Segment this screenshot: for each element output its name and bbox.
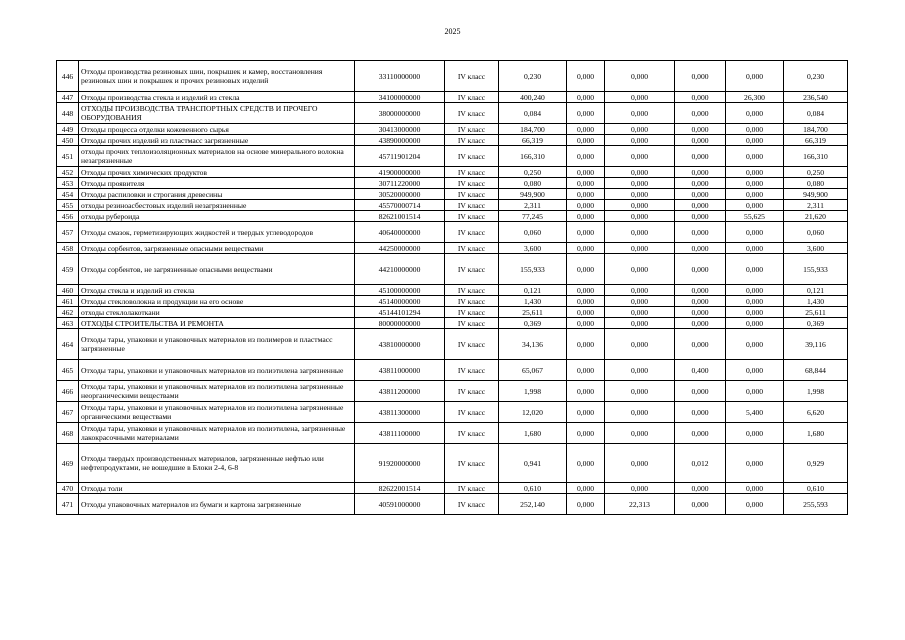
fkko-code-cell: 82622001514 (355, 483, 445, 494)
value-cell-1: 34,136 (499, 329, 567, 360)
page-number: 2025 (444, 27, 461, 36)
table-row (57, 222, 848, 243)
fkko-code-cell: 45144101294 (355, 307, 445, 318)
value-cell-4: 0,000 (675, 494, 726, 515)
value-cell-6: 0,080 (784, 178, 848, 189)
value-cell-2: 0,000 (567, 494, 605, 515)
value-cell-2: 0,000 (567, 146, 605, 167)
table-row (57, 329, 848, 360)
table-row (57, 200, 848, 211)
value-cell-2: 0,000 (567, 285, 605, 296)
value-cell-6: 0,230 (784, 61, 848, 92)
value-cell-2: 0,000 (567, 402, 605, 423)
hazard-class-cell: IV класс (445, 178, 499, 189)
table-row (57, 381, 848, 402)
value-cell-1: 3,600 (499, 243, 567, 254)
waste-name-cell: Отходы производства стекла и изделий из стекла (79, 92, 355, 103)
value-cell-2: 0,000 (567, 254, 605, 285)
value-cell-1: 0,610 (499, 483, 567, 494)
value-cell-5: 55,625 (726, 211, 784, 222)
row-number-cell: 457 (57, 222, 79, 243)
value-cell-6: 184,700 (784, 124, 848, 135)
row-number-cell: 469 (57, 444, 79, 483)
value-cell-6: 1,430 (784, 296, 848, 307)
value-cell-1: 0,941 (499, 444, 567, 483)
value-cell-4: 0,000 (675, 254, 726, 285)
fkko-code-cell: 43811100000 (355, 423, 445, 444)
fkko-code-cell: 44210000000 (355, 254, 445, 285)
value-cell-5: 0,000 (726, 124, 784, 135)
waste-name-cell: Отходы толи (79, 483, 355, 494)
value-cell-3: 0,000 (605, 444, 675, 483)
value-cell-4: 0,000 (675, 200, 726, 211)
value-cell-4: 0,012 (675, 444, 726, 483)
row-number-cell: 455 (57, 200, 79, 211)
value-cell-6: 0,084 (784, 103, 848, 124)
value-cell-2: 0,000 (567, 222, 605, 243)
value-cell-4: 0,000 (675, 178, 726, 189)
value-cell-6: 0,929 (784, 444, 848, 483)
value-cell-3: 0,000 (605, 135, 675, 146)
fkko-code-cell: 45140000000 (355, 296, 445, 307)
fkko-code-cell: 41900000000 (355, 167, 445, 178)
value-cell-2: 0,000 (567, 61, 605, 92)
row-number-cell: 467 (57, 402, 79, 423)
value-cell-1: 0,080 (499, 178, 567, 189)
row-number-cell: 462 (57, 307, 79, 318)
hazard-class-cell: IV класс (445, 189, 499, 200)
table-row (57, 211, 848, 222)
table-row (57, 360, 848, 381)
hazard-class-cell: IV класс (445, 146, 499, 167)
fkko-code-cell: 43811200000 (355, 381, 445, 402)
hazard-class-cell: IV класс (445, 285, 499, 296)
value-cell-1: 0,369 (499, 318, 567, 329)
value-cell-3: 0,000 (605, 200, 675, 211)
table-row (57, 296, 848, 307)
value-cell-4: 0,000 (675, 146, 726, 167)
value-cell-6: 155,933 (784, 254, 848, 285)
value-cell-1: 184,700 (499, 124, 567, 135)
hazard-class-cell: IV класс (445, 254, 499, 285)
value-cell-3: 0,000 (605, 254, 675, 285)
waste-name-cell: Отходы прочих изделий из пластмасс загрязненные (79, 135, 355, 146)
waste-name-cell: Отходы сорбентов, не загрязненные опасными веществами (79, 254, 355, 285)
value-cell-1: 65,067 (499, 360, 567, 381)
value-cell-5: 0,000 (726, 135, 784, 146)
row-number-cell: 456 (57, 211, 79, 222)
value-cell-5: 0,000 (726, 61, 784, 92)
value-cell-3: 0,000 (605, 483, 675, 494)
fkko-code-cell: 30520000000 (355, 189, 445, 200)
value-cell-6: 21,620 (784, 211, 848, 222)
value-cell-4: 0,000 (675, 329, 726, 360)
value-cell-6: 66,319 (784, 135, 848, 146)
table-row (57, 402, 848, 423)
row-number-cell: 470 (57, 483, 79, 494)
table-row (57, 483, 848, 494)
value-cell-5: 0,000 (726, 444, 784, 483)
value-cell-2: 0,000 (567, 211, 605, 222)
value-cell-1: 77,245 (499, 211, 567, 222)
value-cell-2: 0,000 (567, 103, 605, 124)
hazard-class-cell: IV класс (445, 124, 499, 135)
value-cell-2: 0,000 (567, 243, 605, 254)
table-row (57, 103, 848, 124)
value-cell-3: 0,000 (605, 243, 675, 254)
value-cell-3: 0,000 (605, 124, 675, 135)
value-cell-4: 0,000 (675, 318, 726, 329)
waste-name-cell: Отходы тары, упаковки и упаковочных материалов из полиэтилена, загрязненные лакокрасочными материалами (79, 423, 355, 444)
hazard-class-cell: IV класс (445, 318, 499, 329)
value-cell-3: 0,000 (605, 178, 675, 189)
fkko-code-cell: 34100000000 (355, 92, 445, 103)
value-cell-5: 0,000 (726, 329, 784, 360)
value-cell-1: 0,084 (499, 103, 567, 124)
value-cell-3: 0,000 (605, 146, 675, 167)
value-cell-2: 0,000 (567, 444, 605, 483)
hazard-class-cell: IV класс (445, 222, 499, 243)
value-cell-3: 0,000 (605, 307, 675, 318)
hazard-class-cell: IV класс (445, 360, 499, 381)
hazard-class-cell: IV класс (445, 92, 499, 103)
fkko-code-cell: 80000000000 (355, 318, 445, 329)
value-cell-5: 0,000 (726, 285, 784, 296)
value-cell-6: 0,369 (784, 318, 848, 329)
fkko-code-cell: 43810000000 (355, 329, 445, 360)
value-cell-1: 1,998 (499, 381, 567, 402)
waste-name-cell: отходы стеклолакоткани (79, 307, 355, 318)
value-cell-1: 0,121 (499, 285, 567, 296)
value-cell-4: 0,000 (675, 211, 726, 222)
value-cell-1: 1,430 (499, 296, 567, 307)
value-cell-6: 0,610 (784, 483, 848, 494)
value-cell-6: 0,060 (784, 222, 848, 243)
value-cell-3: 0,000 (605, 318, 675, 329)
value-cell-6: 1,998 (784, 381, 848, 402)
table-row (57, 189, 848, 200)
value-cell-5: 0,000 (726, 254, 784, 285)
table-row (57, 92, 848, 103)
hazard-class-cell: IV класс (445, 494, 499, 515)
waste-name-cell: Отходы стекла и изделий из стекла (79, 285, 355, 296)
waste-name-cell: Отходы тары, упаковки и упаковочных материалов из полиэтилена загрязненные неорганическими веществами (79, 381, 355, 402)
value-cell-4: 0,000 (675, 243, 726, 254)
value-cell-5: 0,000 (726, 494, 784, 515)
value-cell-4: 0,000 (675, 296, 726, 307)
value-cell-6: 949,900 (784, 189, 848, 200)
value-cell-4: 0,000 (675, 167, 726, 178)
value-cell-3: 0,000 (605, 103, 675, 124)
value-cell-3: 0,000 (605, 285, 675, 296)
value-cell-5: 0,000 (726, 200, 784, 211)
value-cell-2: 0,000 (567, 135, 605, 146)
row-number-cell: 461 (57, 296, 79, 307)
waste-name-cell: Отходы упаковочных материалов из бумаги и картона загрязненные (79, 494, 355, 515)
waste-name-cell: Отходы твердых производственных материалов, загрязненные нефтью или нефтепродуктами, не вошедшие в Блоки 2-4, 6-8 (79, 444, 355, 483)
table-row (57, 167, 848, 178)
table-row (57, 285, 848, 296)
hazard-class-cell: IV класс (445, 103, 499, 124)
value-cell-3: 0,000 (605, 402, 675, 423)
row-number-cell: 448 (57, 103, 79, 124)
hazard-class-cell: IV класс (445, 402, 499, 423)
value-cell-4: 0,000 (675, 61, 726, 92)
value-cell-3: 0,000 (605, 296, 675, 307)
value-cell-5: 0,000 (726, 178, 784, 189)
row-number-cell: 471 (57, 494, 79, 515)
value-cell-5: 0,000 (726, 243, 784, 254)
value-cell-2: 0,000 (567, 200, 605, 211)
row-number-cell: 451 (57, 146, 79, 167)
value-cell-2: 0,000 (567, 124, 605, 135)
value-cell-2: 0,000 (567, 483, 605, 494)
hazard-class-cell: IV класс (445, 329, 499, 360)
hazard-class-cell: IV класс (445, 381, 499, 402)
fkko-code-cell: 45570000714 (355, 200, 445, 211)
value-cell-3: 0,000 (605, 211, 675, 222)
table-row (57, 254, 848, 285)
value-cell-6: 39,116 (784, 329, 848, 360)
waste-name-cell: Отходы тары, упаковки и упаковочных материалов из полиэтилена загрязненные органическими веществами (79, 402, 355, 423)
hazard-class-cell: IV класс (445, 61, 499, 92)
value-cell-2: 0,000 (567, 423, 605, 444)
row-number-cell: 450 (57, 135, 79, 146)
waste-name-cell: Отходы прочих химических продуктов (79, 167, 355, 178)
value-cell-5: 0,000 (726, 360, 784, 381)
row-number-cell: 465 (57, 360, 79, 381)
table-row (57, 318, 848, 329)
value-cell-3: 0,000 (605, 92, 675, 103)
hazard-class-cell: IV класс (445, 296, 499, 307)
value-cell-6: 0,121 (784, 285, 848, 296)
value-cell-6: 6,620 (784, 402, 848, 423)
value-cell-4: 0,400 (675, 360, 726, 381)
fkko-code-cell: 91920000000 (355, 444, 445, 483)
value-cell-5: 0,000 (726, 296, 784, 307)
fkko-code-cell: 43811300000 (355, 402, 445, 423)
waste-name-cell: Отходы тары, упаковки и упаковочных материалов из полиэтилена загрязненные (79, 360, 355, 381)
row-number-cell: 459 (57, 254, 79, 285)
value-cell-2: 0,000 (567, 189, 605, 200)
value-cell-6: 1,680 (784, 423, 848, 444)
fkko-code-cell: 43890000000 (355, 135, 445, 146)
value-cell-2: 0,000 (567, 381, 605, 402)
row-number-cell: 463 (57, 318, 79, 329)
value-cell-1: 66,319 (499, 135, 567, 146)
value-cell-1: 0,250 (499, 167, 567, 178)
value-cell-5: 0,000 (726, 146, 784, 167)
row-number-cell: 449 (57, 124, 79, 135)
table-row (57, 135, 848, 146)
waste-name-cell: Отходы стекловолокна и продукции на его основе (79, 296, 355, 307)
value-cell-2: 0,000 (567, 178, 605, 189)
value-cell-1: 1,680 (499, 423, 567, 444)
value-cell-6: 166,310 (784, 146, 848, 167)
fkko-code-cell: 45711901204 (355, 146, 445, 167)
waste-name-cell: отходы рубероида (79, 211, 355, 222)
waste-name-cell: Отходы распиловки и строгания древесины (79, 189, 355, 200)
value-cell-5: 0,000 (726, 167, 784, 178)
value-cell-1: 949,900 (499, 189, 567, 200)
value-cell-5: 0,000 (726, 222, 784, 243)
value-cell-1: 252,140 (499, 494, 567, 515)
hazard-class-cell: IV класс (445, 200, 499, 211)
waste-name-cell: Отходы смазок, герметизирующих жидкостей и твердых углеводородов (79, 222, 355, 243)
value-cell-5: 0,000 (726, 307, 784, 318)
hazard-class-cell: IV класс (445, 307, 499, 318)
value-cell-1: 2,311 (499, 200, 567, 211)
waste-name-cell: ОТХОДЫ СТРОИТЕЛЬСТВА И РЕМОНТА (79, 318, 355, 329)
value-cell-2: 0,000 (567, 307, 605, 318)
fkko-code-cell: 43811000000 (355, 360, 445, 381)
row-number-cell: 454 (57, 189, 79, 200)
waste-name-cell: Отходы процесса отделки кожевенного сырья (79, 124, 355, 135)
value-cell-1: 12,020 (499, 402, 567, 423)
value-cell-2: 0,000 (567, 92, 605, 103)
row-number-cell: 464 (57, 329, 79, 360)
waste-table (56, 60, 848, 515)
fkko-code-cell: 30711220000 (355, 178, 445, 189)
value-cell-3: 0,000 (605, 167, 675, 178)
value-cell-5: 0,000 (726, 318, 784, 329)
value-cell-4: 0,000 (675, 92, 726, 103)
hazard-class-cell: IV класс (445, 423, 499, 444)
row-number-cell: 460 (57, 285, 79, 296)
waste-name-cell: отходы прочих теплоизоляционных материалов на основе минерального волокна незагрязненные (79, 146, 355, 167)
row-number-cell: 453 (57, 178, 79, 189)
row-number-cell: 468 (57, 423, 79, 444)
hazard-class-cell: IV класс (445, 483, 499, 494)
value-cell-3: 0,000 (605, 423, 675, 444)
fkko-code-cell: 40591000000 (355, 494, 445, 515)
value-cell-2: 0,000 (567, 167, 605, 178)
table-row (57, 444, 848, 483)
fkko-code-cell: 44250000000 (355, 243, 445, 254)
value-cell-3: 0,000 (605, 189, 675, 200)
value-cell-4: 0,000 (675, 381, 726, 402)
value-cell-1: 0,060 (499, 222, 567, 243)
value-cell-6: 25,611 (784, 307, 848, 318)
value-cell-2: 0,000 (567, 318, 605, 329)
fkko-code-cell: 33110000000 (355, 61, 445, 92)
value-cell-5: 5,400 (726, 402, 784, 423)
fkko-code-cell: 45100000000 (355, 285, 445, 296)
table-row (57, 146, 848, 167)
fkko-code-cell: 82621001514 (355, 211, 445, 222)
value-cell-3: 0,000 (605, 222, 675, 243)
value-cell-4: 0,000 (675, 423, 726, 444)
value-cell-6: 255,593 (784, 494, 848, 515)
value-cell-4: 0,000 (675, 189, 726, 200)
value-cell-2: 0,000 (567, 296, 605, 307)
value-cell-3: 0,000 (605, 329, 675, 360)
waste-name-cell: отходы резиноасбестовых изделий незагрязненные (79, 200, 355, 211)
value-cell-4: 0,000 (675, 307, 726, 318)
row-number-cell: 458 (57, 243, 79, 254)
value-cell-4: 0,000 (675, 135, 726, 146)
value-cell-6: 0,250 (784, 167, 848, 178)
table-row (57, 178, 848, 189)
value-cell-6: 3,600 (784, 243, 848, 254)
hazard-class-cell: IV класс (445, 444, 499, 483)
value-cell-4: 0,000 (675, 402, 726, 423)
table-row (57, 124, 848, 135)
waste-name-cell: Отходы проявителя (79, 178, 355, 189)
fkko-code-cell: 40640000000 (355, 222, 445, 243)
value-cell-4: 0,000 (675, 483, 726, 494)
value-cell-4: 0,000 (675, 103, 726, 124)
table-row (57, 61, 848, 92)
value-cell-3: 0,000 (605, 381, 675, 402)
value-cell-6: 236,540 (784, 92, 848, 103)
hazard-class-cell: IV класс (445, 135, 499, 146)
value-cell-5: 0,000 (726, 483, 784, 494)
table-body (57, 61, 848, 515)
waste-name-cell: Отходы производства резиновых шин, покрышек и камер, восстановления резиновых шин и покрышек и прочих резиновых изделий (79, 61, 355, 92)
table-row (57, 307, 848, 318)
value-cell-4: 0,000 (675, 285, 726, 296)
fkko-code-cell: 30413000000 (355, 124, 445, 135)
value-cell-1: 166,310 (499, 146, 567, 167)
value-cell-2: 0,000 (567, 360, 605, 381)
value-cell-1: 0,230 (499, 61, 567, 92)
hazard-class-cell: IV класс (445, 243, 499, 254)
value-cell-5: 0,000 (726, 189, 784, 200)
value-cell-2: 0,000 (567, 329, 605, 360)
waste-name-cell: Отходы сорбентов, загрязненные опасными веществами (79, 243, 355, 254)
hazard-class-cell: IV класс (445, 211, 499, 222)
value-cell-5: 0,000 (726, 381, 784, 402)
value-cell-4: 0,000 (675, 124, 726, 135)
row-number-cell: 452 (57, 167, 79, 178)
value-cell-5: 0,000 (726, 103, 784, 124)
value-cell-3: 0,000 (605, 61, 675, 92)
value-cell-3: 0,000 (605, 360, 675, 381)
value-cell-1: 25,611 (499, 307, 567, 318)
value-cell-5: 0,000 (726, 423, 784, 444)
value-cell-6: 68,844 (784, 360, 848, 381)
hazard-class-cell: IV класс (445, 167, 499, 178)
waste-name-cell: Отходы тары, упаковки и упаковочных материалов из полимеров и пластмасс загрязненные (79, 329, 355, 360)
row-number-cell: 466 (57, 381, 79, 402)
table-row (57, 243, 848, 254)
table-row (57, 423, 848, 444)
value-cell-5: 26,300 (726, 92, 784, 103)
fkko-code-cell: 38000000000 (355, 103, 445, 124)
value-cell-3: 22,313 (605, 494, 675, 515)
value-cell-1: 400,240 (499, 92, 567, 103)
value-cell-4: 0,000 (675, 222, 726, 243)
value-cell-6: 2,311 (784, 200, 848, 211)
value-cell-1: 155,933 (499, 254, 567, 285)
waste-name-cell: ОТХОДЫ ПРОИЗВОДСТВА ТРАНСПОРТНЫХ СРЕДСТВ И ПРОЧЕГО ОБОРУДОВАНИЯ (79, 103, 355, 124)
table-row (57, 494, 848, 515)
row-number-cell: 447 (57, 92, 79, 103)
row-number-cell: 446 (57, 61, 79, 92)
